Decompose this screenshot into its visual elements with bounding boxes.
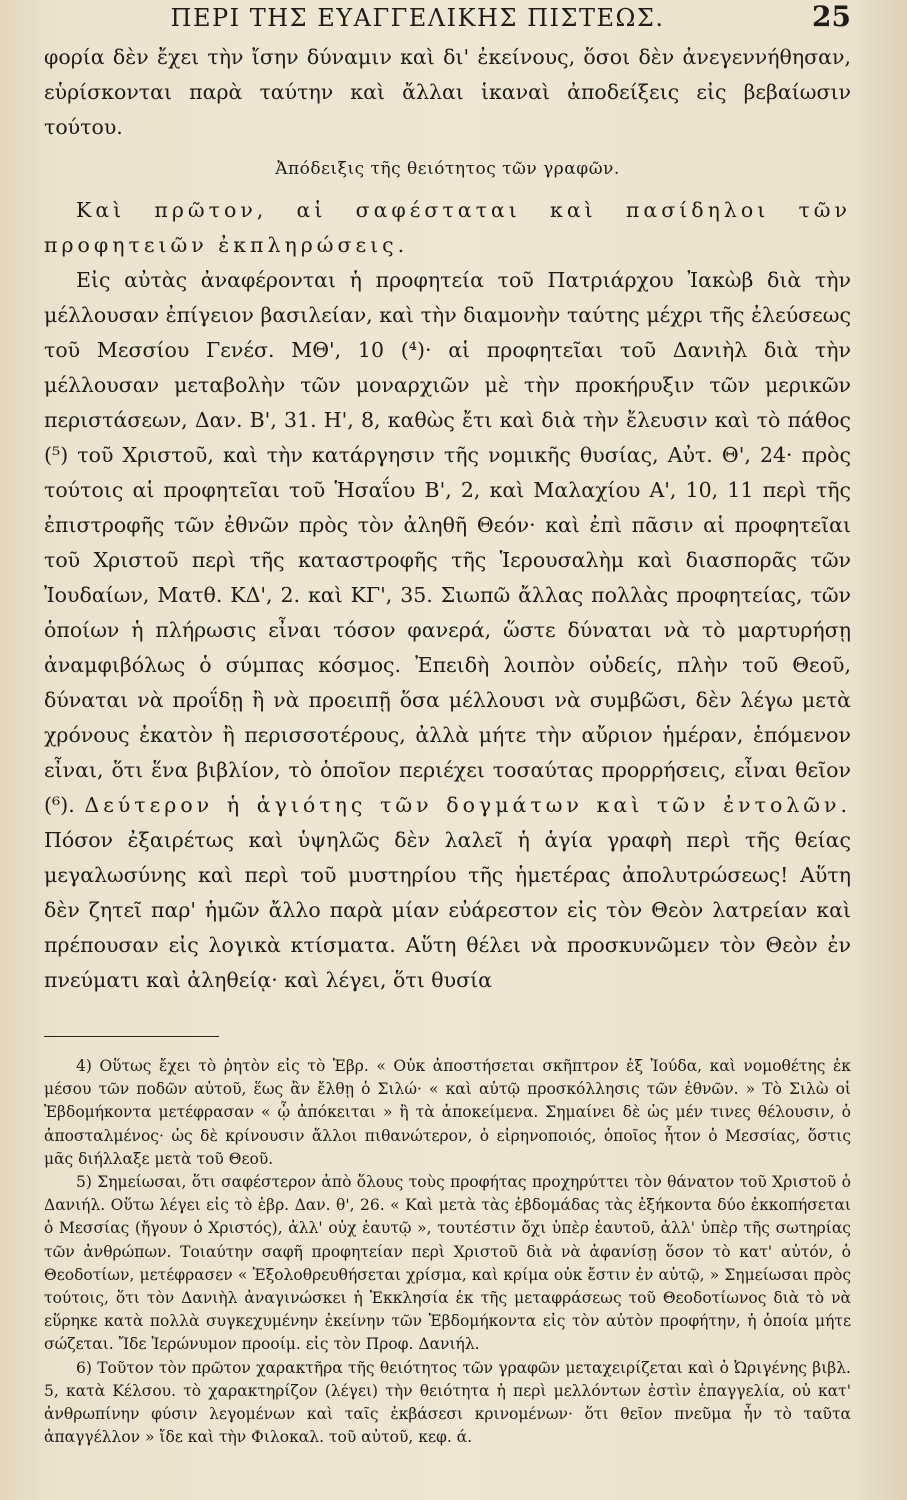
main-text bbox=[44, 40, 851, 998]
prophecies-text: Εἰς αὐτὰς ἀναφέρονται ἡ προφητεία τοῦ Πατριάρχου Ἰακὼβ διὰ τὴν μέλλουσαν ἐπίγειον βασιλείαν, καὶ τὴν διαμονὴν ταύτης μέχρι τῆς ἐλεύσεως τοῦ Μεσσίου Γενέσ. ΜΘ', 10 (⁴)· αἱ προφητεῖαι τοῦ Δανιὴλ διὰ τὴν μέλλουσαν μεταβολὴν τῶν μοναρχιῶν μὲ τὴν προκήρυξιν τῶν μερικῶν περιστάσεων, Δαν. Β', 31. Η', 8, καθὼς ἔτι καὶ διὰ τὴν ἔλευσιν καὶ τὸ πάθος (⁵) τοῦ Χριστοῦ, καὶ τὴν κατάργησιν τῆς νομικῆς θυσίας, Αὐτ. Θ', 24· πρὸς τούτοις αἱ προφητεῖαι τοῦ Ἡσαΐου Β', 2, καὶ Μαλαχίου Α', 10, 11 περὶ τῆς ἐπιστροφῆς τῶν ἐθνῶν πρὸς τὸν ἀληθῆ Θεόν· καὶ ἐπὶ πᾶσιν αἱ προφητεῖαι τοῦ Χριστοῦ περὶ τῆς καταστροφῆς τῆς Ἱερουσαλὴμ καὶ διασπορᾶς τῶν Ἰουδαίων, Ματθ. ΚΔ', 2. καὶ ΚΓ', 35. Σιωπῶ ἄλλας πολλὰς προφητείας, τῶν ὁποίων ἡ πλήρωσις εἶναι τόσον φανερά, ὥστε δύναται νὰ τὸ μαρτυρήσῃ ἀναμφιβόλως ὁ σύμπας κόσμος. Ἐπειδὴ λοιπὸν οὐδείς, πλὴν τοῦ Θεοῦ, δύναται νὰ προΐδῃ ἢ νὰ προειπῇ ὅσα μέλλουσι νὰ συμβῶσι, δὲν λέγω μετὰ χρόνους ἑκατὸν ἢ περισσοτέρους, ἀλλὰ μήτε τὴν αὔριον ἡμέραν, ἑπόμενον εἶναι, ὅτι ἕνα βιβλίον, τὸ ὁποῖον περιέχει τοσαύτας προρρήσεις, εἶναι θεῖον (⁶). bbox=[44, 268, 851, 817]
footnote-6: 6) Τοῦτον τὸν πρῶτον χαρακτῆρα τῆς θειότητος τῶν γραφῶν μεταχειρίζεται καὶ ὁ Ὠριγένης βιβλ. 5, κατὰ Κέλσου. τὸ χαρακτηρίζον (λέγει) τὴν θειότητα ἡ περὶ μελλόντων ἐστὶν ἐπαγγελία, οὐ κατ' ἀνθρωπίνην φύσιν λεγομένων καὶ ταῖς ἐκβάσεσι κρινομένων· ὅτι θεῖον πνεῦμα ἦν τὸ ταῦτα ἀπαγγέλλον » ἴδε καὶ τὴν Φιλοκαλ. τοῦ αὐτοῦ, κεφ. ά. bbox=[44, 1358, 851, 1447]
section-heading: Ἀπόδειξις τῆς θειότητος τῶν γραφῶν. bbox=[275, 159, 620, 179]
intro-paragraph: φορία δὲν ἔχει τὴν ἴσην δύναμιν καὶ δι' ἐκείνους, ὅσοι δὲν ἀνεγεννήθησαν, εὑρίσκονται παρὰ ταύτην καὶ ἄλλαι ἱκαναὶ ἀποδείξεις εἰς βεβαίωσιν τούτου. bbox=[44, 45, 851, 139]
second-proof-text: Πόσον ἐξαιρέτως καὶ ὑψηλῶς δὲν λαλεῖ ἡ ἁγία γραφὴ περὶ τῆς θείας μεγαλωσύνης καὶ περὶ τοῦ μυστηρίου τῆς ἡμετέρας ἀπολυτρώσεως! Αὕτη δὲν ζητεῖ παρ' ἡμῶν ἄλλο παρὰ μίαν εὐάρεστον εἰς τὸν Θεὸν λατρείαν καὶ πρέπουσαν εἰς λογικὰ κτίσματα. Αὕτη θέλει νὰ προσκυνῶμεν τὸν Θεὸν ἐν πνεύματι καὶ ἀληθείᾳ· καὶ λέγει, ὅτι θυσία bbox=[44, 828, 851, 992]
footnote-divider bbox=[44, 1036, 219, 1037]
main-paragraph bbox=[44, 263, 851, 998]
page-number: 25 bbox=[812, 0, 851, 33]
first-proof-lead: Καὶ πρῶτον, αἱ σαφέσταται καὶ πασίδηλοι τῶν προφητειῶν ἐκπληρώσεις. bbox=[44, 198, 851, 257]
running-title: ΠΕΡΙ ΤΗΣ ΕΥΑΓΓΕΛΙΚΗΣ ΠΙΣΤΕΩΣ. bbox=[170, 4, 665, 32]
footnote-5: 5) Σημείωσαι, ὅτι σαφέστερον ἀπὸ ὅλους τοὺς προφήτας προχηρύττει τὸν θάνατον τοῦ Χριστοῦ ὁ Δανιήλ. Οὕτω λέγει εἰς τὸ ἑβρ. Δαν. θ', 26. « Καὶ μετὰ τὰς ἑβδομάδας τὰς ἑξήκοντα δύο ἐκκοπήσεται ὁ Μεσσίας (ἤγουν ὁ Χριστός), ἀλλ' οὐχ ἑαυτῷ », τουτέστιν ὄχι ὑπὲρ ἑαυτοῦ, ἀλλ' ὑπὲρ τῆς σωτηρίας τῶν ἀνθρώπων. Τοιαύτην σαφῆ προφητείαν περὶ Χριστοῦ διὰ νὰ ἀφανίσῃ ὅσον τὸ κατ' αὐτόν, ὁ Θεοδοτίων, μετέφρασεν « Ἐξολοθρευθήσεται χρίσμα, καὶ κρίμα οὐκ ἔστιν ἐν αὐτῷ, » Σημείωσαι πρὸς τούτοις, ὅτι τὸν Δανιὴλ ἀναγινώσκει ἡ Ἐκκλησία ἐκ τῆς μεταφράσεως τοῦ Θεοδοτίωνος διὰ τὸ νὰ εὕρηκε κατὰ πολλὰ συγκεχυμένην ἐκείνην τῶν Ἑβδομήκοντα εἰς τὸν αὐτὸν προφήτην, ἡ ὁποία μήτε σώζεται. Ἴδε Ἱερώνυμον προοίμ. εἰς τὸν Προφ. Δανιήλ. bbox=[44, 1173, 851, 1354]
footnotes bbox=[44, 1055, 851, 1449]
footnote-4: 4) Οὕτως ἔχει τὸ ῥητὸν εἰς τὸ Ἑβρ. « Οὐκ ἀποστήσεται σκῆπτρον ἐξ Ἰούδα, καὶ νομοθέτης ἐκ μέσου τῶν ποδῶν αὐτοῦ, ἕως ἂν ἔλθῃ ὁ Σιλώ· « καὶ αὐτῷ προσκόλλησις τῶν ἐθνῶν. » Τὸ Σιλὼ οἱ Ἑβδομήκοντα μετέφρασαν « ᾧ ἀπόκειται » ἢ τὰ ἀποκείμενα. Σημαίνει δὲ ὡς μέν τινες θέλουσιν, ὁ ἀποσταλμένος· ὡς δὲ κρίνουσιν ἄλλοι πιθανώτερον, ὁ εἰρηνοποιός, ὁποῖος ἦτον ὁ Μεσσίας, ὅστις μᾶς διήλλαξε μετὰ τοῦ Θεοῦ. bbox=[44, 1057, 851, 1168]
second-proof-lead: Δεύτερον ἡ ἁγιότης τῶν δογμάτων καὶ τῶν ἐντολῶν. bbox=[84, 793, 851, 817]
page-header bbox=[44, 0, 851, 40]
